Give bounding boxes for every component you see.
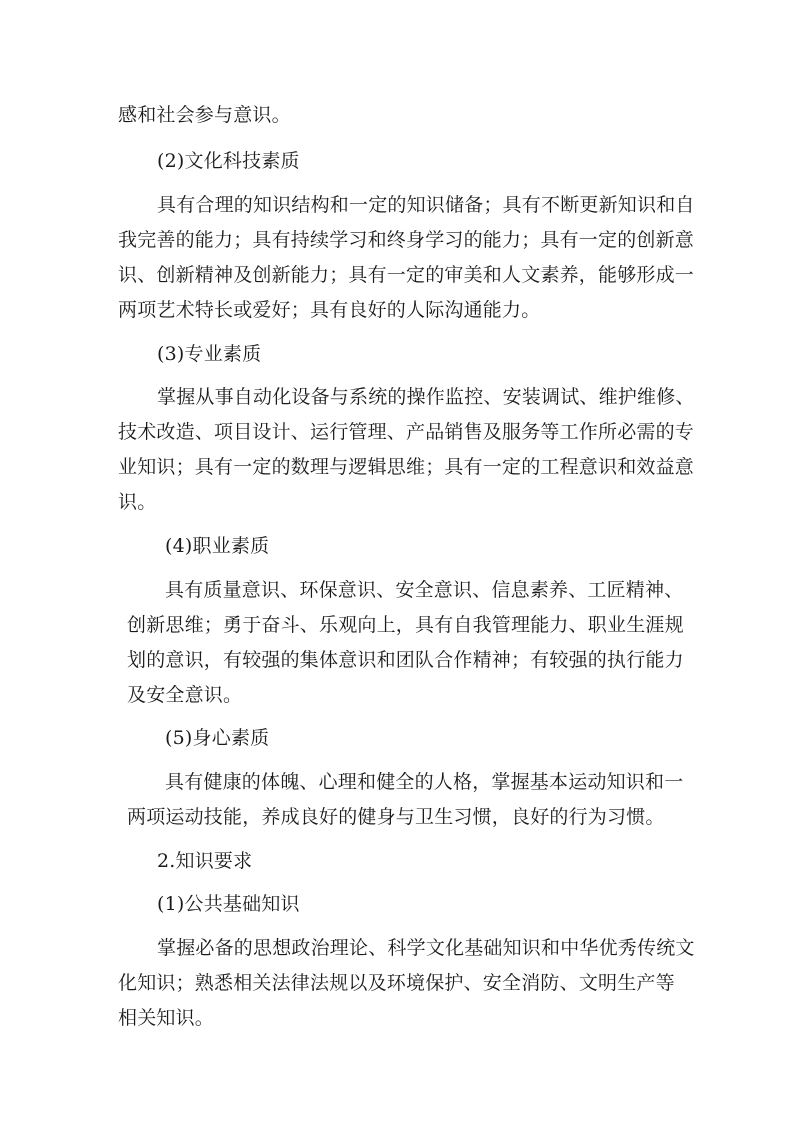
section-heading-knowledge: 2.知识要求 [157, 850, 253, 872]
section-heading-professional: (3)专业素质 [157, 343, 262, 365]
paragraph-line: 识。 [118, 491, 157, 513]
paragraph-line: 划的意识，有较强的集体意识和团队合作精神；有较强的执行能力 [127, 649, 684, 671]
paragraph-line: 具有质量意识、环保意识、安全意识、信息素养、工匠精神、 [165, 579, 684, 601]
paragraph-line: 业知识；具有一定的数理与逻辑思维；具有一定的工程意识和效益意 [118, 456, 695, 478]
section-heading-culture-tech: (2)文化科技素质 [157, 150, 300, 172]
paragraph-line: 识、创新精神及创新能力；具有一定的审美和人文素养，能够形成一 [118, 264, 695, 286]
paragraph-line: 化知识；熟悉相关法律法规以及环境保护、安全消防、文明生产等 [118, 972, 675, 994]
paragraph-line: 掌握必备的思想政治理论、科学文化基础知识和中华优秀传统文 [157, 937, 695, 959]
paragraph-line: 感和社会参与意识。 [118, 104, 291, 126]
paragraph-line: 技术改造、项目设计、运行管理、产品销售及服务等工作所必需的专 [118, 421, 695, 443]
paragraph-line: 掌握从事自动化设备与系统的操作监控、安装调试、维护维修、 [157, 386, 695, 408]
section-heading-physical-mental: (5)身心素质 [165, 727, 270, 749]
paragraph-line: 具有健康的体魄、心理和健全的人格，掌握基本运动知识和一 [165, 771, 684, 793]
paragraph-line: 两项运动技能，养成良好的健身与卫生习惯，良好的行为习惯。 [127, 806, 665, 828]
paragraph-line: 两项艺术特长或爱好；具有良好的人际沟通能力。 [118, 299, 541, 321]
paragraph-line: 具有合理的知识结构和一定的知识储备；具有不断更新知识和自 [157, 194, 695, 216]
paragraph-line: 及安全意识。 [127, 684, 243, 706]
paragraph-line: 相关知识。 [118, 1007, 215, 1029]
section-heading-vocational: (4)职业素质 [165, 535, 270, 557]
section-heading-public-knowledge: (1)公共基础知识 [157, 893, 300, 915]
paragraph-line: 创新思维；勇于奋斗、乐观向上，具有自我管理能力、职业生涯规 [127, 614, 684, 636]
paragraph-line: 我完善的能力；具有持续学习和终身学习的能力；具有一定的创新意 [118, 229, 695, 251]
